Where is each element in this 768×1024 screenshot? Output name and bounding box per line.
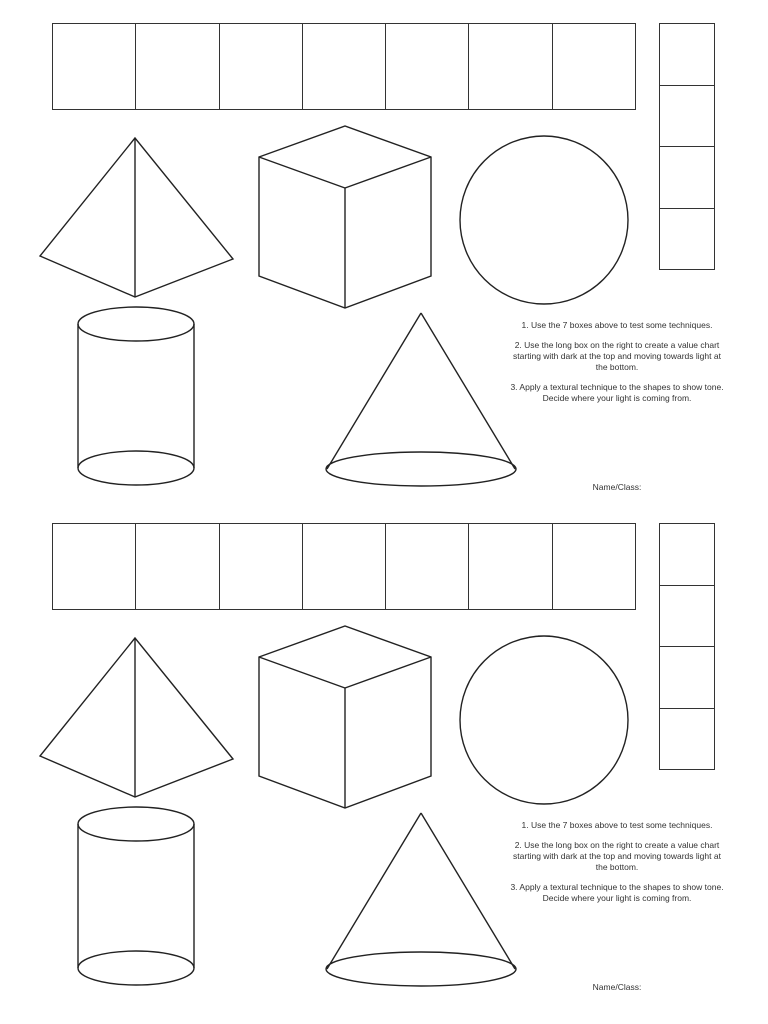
instructions (508, 320, 726, 413)
pyramid-shape (40, 138, 233, 297)
circle-shape (460, 136, 628, 304)
instruction-1: 1. Use the 7 boxes above to test some techniques. (521, 320, 713, 330)
cylinder-shape (78, 807, 194, 985)
instructions (508, 820, 726, 913)
instruction-1: 1. Use the 7 boxes above to test some techniques. (521, 820, 713, 830)
cone-shape (326, 313, 516, 486)
cube-shape (259, 126, 431, 308)
pyramid-shape (40, 638, 233, 797)
instruction-2: 2. Use the long box on the right to create a value chart starting with dark at the top and moving towards light at the bottom. (513, 340, 721, 372)
cone-shape (326, 813, 516, 986)
instruction-2: 2. Use the long box on the right to create a value chart starting with dark at the top and moving towards light at the bottom. (513, 840, 721, 872)
shapes-drawing (0, 500, 768, 1000)
cube-shape (259, 626, 431, 808)
name-class-label: Name/Class: (592, 482, 642, 492)
worksheet-top (0, 0, 768, 500)
worksheet-bottom (0, 500, 768, 1000)
cylinder-shape (78, 307, 194, 485)
name-class-label: Name/Class: (592, 982, 642, 992)
circle-shape (460, 636, 628, 804)
shapes-drawing (0, 0, 768, 500)
instruction-3: 3. Apply a textural technique to the shapes to show tone. Decide where your light is coming from. (510, 882, 724, 903)
instruction-3: 3. Apply a textural technique to the shapes to show tone. Decide where your light is coming from. (510, 382, 724, 403)
